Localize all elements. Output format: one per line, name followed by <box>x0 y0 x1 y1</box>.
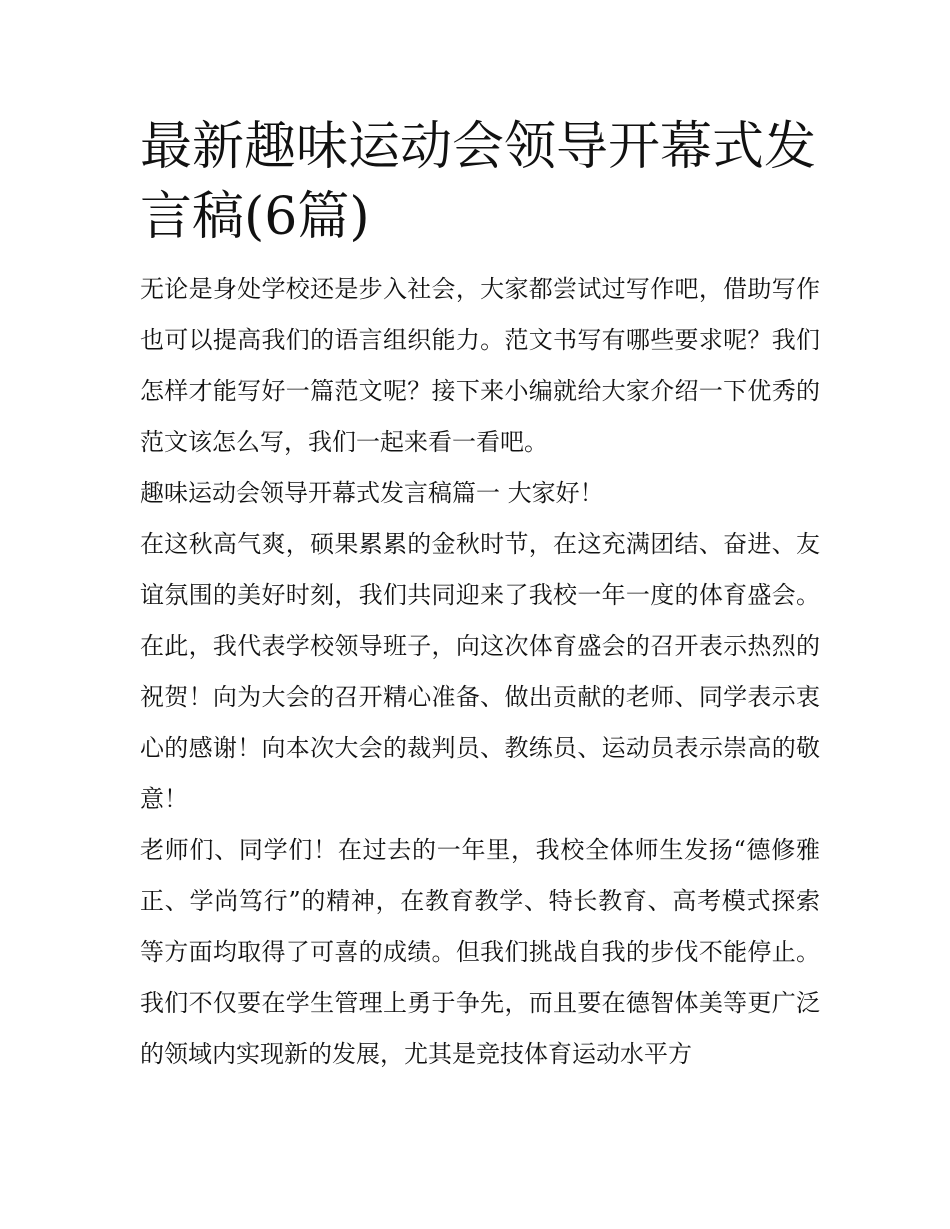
body-paragraph: 老师们、同学们！在过去的一年里，我校全体师生发扬“德修雅正、学尚笃行”的精神，在教育教学、特长教育、高考模式探索等方面均取得了可喜的成绩。但我们挑战自我的步伐不能停止。我们不仅要在学生管理上勇于争先，而且要在德智体美等更广泛的领域内实现新的发展，尤其是竞技体育运动水平方 <box>140 836 820 1068</box>
body-paragraph: 在这秋高气爽，硕果累累的金秋时节，在这充满团结、奋进、友谊氛围的美好时刻，我们共同迎来了我校一年一度的体育盛会。在此，我代表学校领导班子，向这次体育盛会的召开表示热烈的祝贺！向为大会的召开精心准备、做出贡献的老师、同学表示衷心的感谢！向本次大会的裁判员、教练员、运动员表示崇高的敬意！ <box>140 530 820 813</box>
section-heading-paragraph: 趣味运动会领导开幕式发言稿篇一 大家好！ <box>140 479 604 507</box>
document-title: 最新趣味运动会领导开幕式发言稿(6篇) <box>140 117 817 247</box>
intro-paragraph: 无论是身处学校还是步入社会，大家都尝试过写作吧，借助写作也可以提高我们的语言组织能力。范文书写有哪些要求呢？我们怎样才能写好一篇范文呢？接下来小编就给大家介绍一下优秀的范文该怎么写，我们一起来看一看吧。 <box>140 275 820 456</box>
document-page <box>140 112 820 1080</box>
